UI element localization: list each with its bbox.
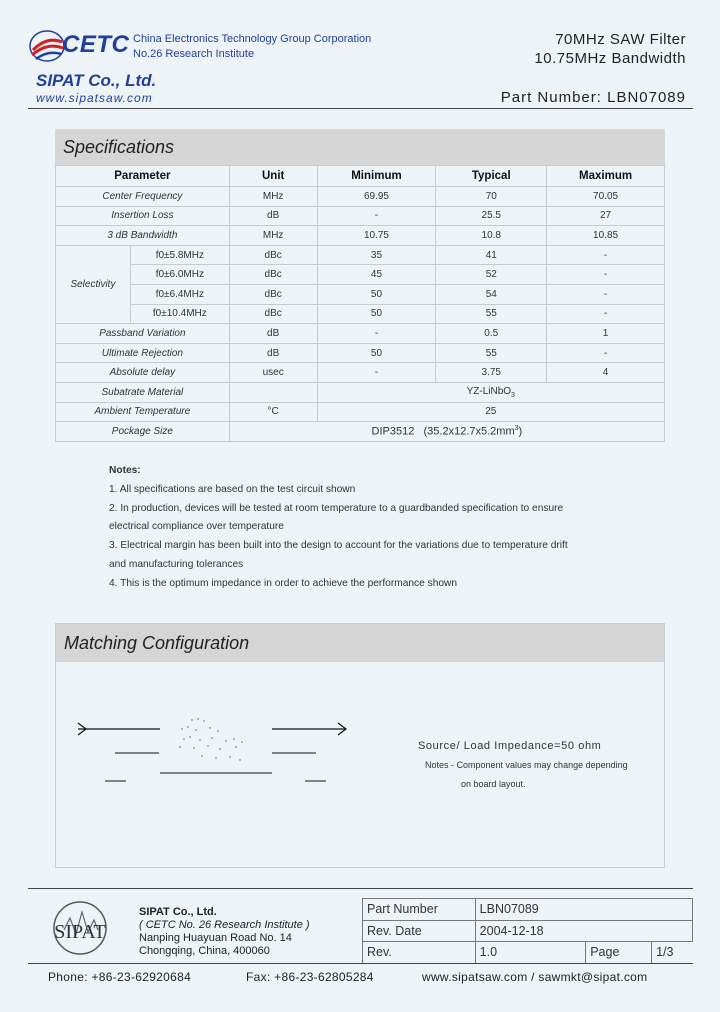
min-cell: -: [317, 324, 436, 344]
substrate-value: [317, 382, 664, 402]
website-link[interactable]: www.sipatsaw.com: [36, 91, 153, 105]
package-close: ): [518, 425, 523, 438]
max-cell: -: [547, 343, 665, 363]
max-cell: 1: [547, 324, 665, 344]
table-row: [363, 942, 693, 964]
column-header: Parameter: [56, 166, 230, 187]
parameter-cell: 3 dB Bandwidth: [56, 226, 230, 246]
cetc-logo-icon: [28, 28, 66, 64]
revision-table: [362, 898, 693, 964]
sipat-logo-icon: [34, 898, 126, 958]
package-superscript: 3: [514, 425, 519, 433]
matching-heading: Matching Configuration: [56, 624, 664, 662]
min-cell: 45: [317, 265, 436, 285]
table-row: [56, 226, 665, 246]
table-row: [56, 343, 665, 363]
product-title: 70MHz SAW Filter: [555, 31, 686, 48]
table-row: [56, 245, 665, 265]
package-value: [229, 422, 664, 442]
table-row: [56, 265, 665, 285]
footer-divider: [28, 888, 693, 889]
rev-date-value: 2004-12-18: [475, 920, 692, 942]
footer-company: SIPAT Co., Ltd.: [139, 906, 217, 918]
part-number-value: LBN07089: [475, 899, 692, 921]
component-note-continued: on board layout.: [461, 779, 526, 789]
component-note: Notes - Component values may change depending: [425, 760, 628, 770]
typ-cell: 55: [436, 343, 547, 363]
typ-cell: 10.8: [436, 226, 547, 246]
min-cell: 35: [317, 245, 436, 265]
unit-cell: [229, 382, 317, 402]
notes-section: [109, 462, 669, 594]
contact-web-email[interactable]: www.sipatsaw.com / sawmkt@sipat.com: [422, 970, 648, 984]
sub-parameter-cell: f0±10.4MHz: [130, 304, 229, 324]
institute-name: No.26 Research Institute: [133, 48, 255, 60]
unit-cell: dB: [229, 206, 317, 226]
parameter-cell: Ultimate Rejection: [56, 343, 230, 363]
note-line: 3. Electrical margin has been built into the design to account for the variations due to temperature drift: [109, 540, 568, 552]
max-cell: 4: [547, 363, 665, 383]
substrate-subscript: 3: [511, 391, 515, 399]
sub-parameter-cell: f0±5.8MHz: [130, 245, 229, 265]
table-row: [56, 187, 665, 207]
note-line: 4. This is the optimum impedance in order to achieve the performance shown: [109, 577, 458, 589]
table-row: [56, 284, 665, 304]
notes-title: Notes:: [109, 465, 141, 476]
unit-cell: usec: [229, 363, 317, 383]
column-header: Typical: [436, 166, 547, 187]
rev-date-label: Rev. Date: [363, 920, 476, 942]
impedance-label: Source/ Load Impedance=50 ohm: [418, 740, 602, 752]
selectivity-label: Selectivity: [56, 245, 131, 323]
unit-cell: dBc: [229, 304, 317, 324]
table-row: [56, 206, 665, 226]
typ-cell: 25.5: [436, 206, 547, 226]
max-cell: -: [547, 284, 665, 304]
table-row: [363, 920, 693, 942]
header-divider: [28, 108, 693, 109]
parameter-cell: Insertion Loss: [56, 206, 230, 226]
matching-circuit-diagram: [70, 705, 370, 795]
parameter-cell: Center Frequency: [56, 187, 230, 207]
typ-cell: 41: [436, 245, 547, 265]
organization-name: China Electronics Technology Group Corporation: [133, 33, 372, 45]
phone-number: Phone: +86-23-62920684: [48, 970, 192, 984]
table-row: [56, 363, 665, 383]
footer-address-line1: Nanping Huayuan Road No. 14: [139, 932, 292, 944]
max-cell: 10.85: [547, 226, 665, 246]
max-cell: 70.05: [547, 187, 665, 207]
min-cell: -: [317, 363, 436, 383]
specifications-table: [55, 165, 665, 442]
package-text: DIP3512 (35.2x12.7x5.2mm: [371, 425, 515, 438]
typ-cell: 52: [436, 265, 547, 285]
note-line: and manufacturing tolerances: [109, 558, 244, 570]
unit-cell: dBc: [229, 245, 317, 265]
page-label: Page: [586, 942, 652, 964]
parameter-cell: Pockage Size: [56, 422, 230, 442]
product-subtitle: 10.75MHz Bandwidth: [534, 50, 686, 67]
sub-parameter-cell: f0±6.0MHz: [130, 265, 229, 285]
typ-cell: 70: [436, 187, 547, 207]
typ-cell: 3.75: [436, 363, 547, 383]
min-cell: 69.95: [317, 187, 436, 207]
part-number-label: Part Number: [363, 899, 476, 921]
bottom-divider: [28, 963, 693, 964]
fax-number: Fax: +86-23-62805284: [246, 970, 374, 984]
min-cell: 10.75: [317, 226, 436, 246]
note-line: electrical compliance over temperature: [109, 521, 284, 533]
column-header: Minimum: [317, 166, 436, 187]
sub-parameter-cell: f0±6.4MHz: [130, 284, 229, 304]
sipat-logo-text: SIPAT: [54, 921, 106, 943]
table-row: [56, 402, 665, 422]
min-cell: 50: [317, 343, 436, 363]
parameter-cell: Subatrate Material: [56, 382, 230, 402]
footer-address-line2: Chongqing, China, 400060: [139, 945, 270, 957]
max-cell: 27: [547, 206, 665, 226]
company-name: SIPAT Co., Ltd.: [36, 71, 157, 90]
cetc-logo-text: CETC: [62, 31, 130, 58]
table-row: [363, 899, 693, 921]
parameter-cell: Passband Variation: [56, 324, 230, 344]
column-header: Maximum: [547, 166, 665, 187]
table-header-row: [56, 166, 665, 187]
substrate-text: YZ-LiNbO: [466, 385, 512, 397]
min-cell: 50: [317, 284, 436, 304]
specifications-heading: Specifications: [55, 129, 665, 165]
revision-table-container: [362, 898, 693, 964]
min-cell: 50: [317, 304, 436, 324]
rev-value: 1.0: [475, 942, 586, 964]
unit-cell: MHz: [229, 187, 317, 207]
typ-cell: 55: [436, 304, 547, 324]
ambient-value: 25: [317, 402, 664, 422]
rev-label: Rev.: [363, 942, 476, 964]
max-cell: -: [547, 245, 665, 265]
unit-cell: dB: [229, 324, 317, 344]
typ-cell: 0.5: [436, 324, 547, 344]
unit-cell: dBc: [229, 284, 317, 304]
table-row: [56, 324, 665, 344]
column-header: Unit: [229, 166, 317, 187]
part-number-heading: Part Number: LBN07089: [500, 89, 686, 106]
min-cell: -: [317, 206, 436, 226]
table-row: [56, 304, 665, 324]
unit-cell: MHz: [229, 226, 317, 246]
footer-institute: ( CETC No. 26 Research Institute ): [139, 919, 310, 931]
parameter-cell: Absolute delay: [56, 363, 230, 383]
parameter-cell: Ambient Temperature: [56, 402, 230, 422]
unit-cell: dB: [229, 343, 317, 363]
note-line: 2. In production, devices will be tested at room temperature to a guardbanded specification to ensure: [109, 502, 564, 514]
max-cell: -: [547, 304, 665, 324]
specifications-panel: [55, 129, 665, 442]
unit-cell: dBc: [229, 265, 317, 285]
table-row: [56, 382, 665, 402]
unit-cell: °C: [229, 402, 317, 422]
table-row: [56, 422, 665, 442]
max-cell: -: [547, 265, 665, 285]
typ-cell: 54: [436, 284, 547, 304]
page-value: 1/3: [652, 942, 693, 964]
note-line: 1. All specifications are based on the test circuit shown: [109, 483, 356, 495]
